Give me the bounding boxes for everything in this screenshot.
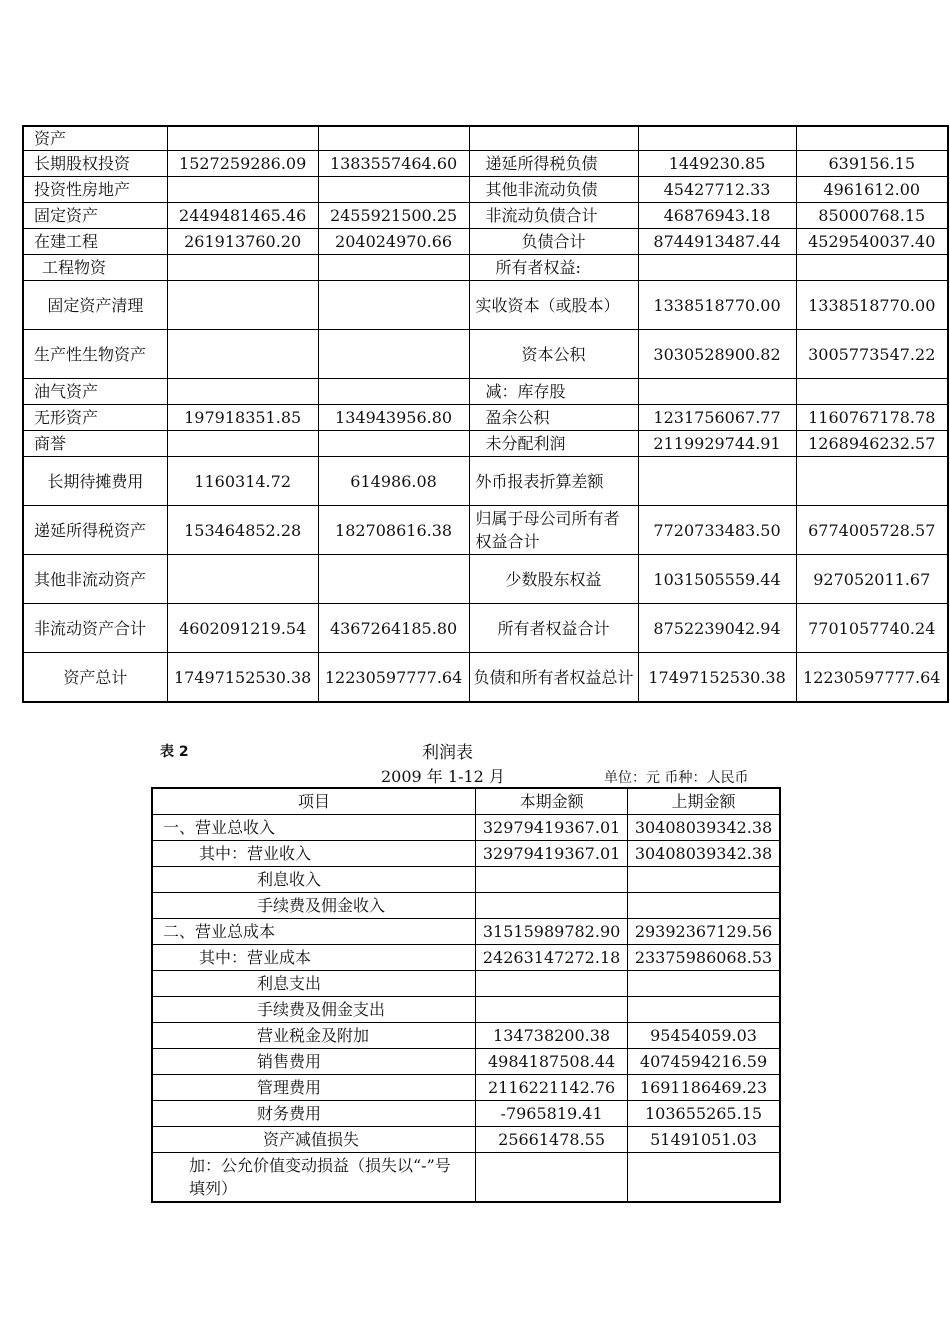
currency-unit: 单位：元 币种：人民币 (604, 770, 749, 786)
table-row: 其中：营业成本 24263147272.18 23375986068.53 (152, 945, 780, 971)
table-row: 其中：营业收入 32979419367.01 30408039342.38 (152, 841, 780, 867)
table-row (23, 126, 948, 151)
table-row: 生产性生物资产 资本公积 3030528900.82 3005773547.22 (23, 330, 948, 379)
table-row: 工程物资 所有者权益: (23, 255, 948, 281)
table-row: 管理费用 2116221142.76 1691186469.23 (152, 1075, 780, 1101)
table-label: 表 2 (160, 744, 189, 760)
table-row: 一、营业总收入 32979419367.01 30408039342.38 (152, 815, 780, 841)
section-label: 资产 (23, 126, 167, 151)
table-row: 固定资产 2449481465.46 2455921500.25 非流动负债合计 46876943.18 85000768.15 (23, 203, 948, 229)
table-row: 手续费及佣金支出 (152, 997, 780, 1023)
table-row: 利息收入 (152, 867, 780, 893)
table-row: 加：公允价值变动损益（损失以“-”号填列） (152, 1153, 780, 1203)
table-row: 在建工程 261913760.20 204024970.66 负债合计 8744913487.44 4529540037.40 (23, 229, 948, 255)
table-row: 二、营业总成本 31515989782.90 29392367129.56 (152, 919, 780, 945)
table-row: 长期股权投资 1527259286.09 1383557464.60 递延所得税负债 1449230.85 639156.15 (23, 151, 948, 177)
table-row: 财务费用 -7965819.41 103655265.15 (152, 1101, 780, 1127)
table-header-row: 项目 本期金额 上期金额 (152, 788, 780, 815)
table-row: 其他非流动资产 少数股东权益 1031505559.44 927052011.67 (23, 555, 948, 604)
income-statement-table (151, 787, 781, 1203)
table-row: 资产减值损失 25661478.55 51491051.03 (152, 1127, 780, 1153)
balance-sheet-table (22, 125, 949, 703)
income-statement-period: 2009 年 1-12 月 (381, 767, 505, 786)
table-row: 投资性房地产 其他非流动负债 45427712.33 4961612.00 (23, 177, 948, 203)
table-row: 油气资产 减：库存股 (23, 379, 948, 405)
income-statement-title: 利润表 (422, 743, 473, 763)
table-row: 无形资产 197918351.85 134943956.80 盈余公积 1231756067.77 1160767178.78 (23, 405, 948, 431)
table-row: 非流动资产合计 4602091219.54 4367264185.80 所有者权益合计 8752239042.94 7701057740.24 (23, 604, 948, 653)
table-row: 资产总计 17497152530.38 12230597777.64 负债和所有者权益总计 17497152530.38 12230597777.64 (23, 653, 948, 703)
table-row: 利息支出 (152, 971, 780, 997)
table-row: 固定资产清理 实收资本（或股本） 1338518770.00 1338518770.00 (23, 281, 948, 330)
table-row: 营业税金及附加 134738200.38 95454059.03 (152, 1023, 780, 1049)
table-row: 销售费用 4984187508.44 4074594216.59 (152, 1049, 780, 1075)
table-row: 商誉 未分配利润 2119929744.91 1268946232.57 (23, 431, 948, 457)
table-row: 长期待摊费用 1160314.72 614986.08 外币报表折算差额 (23, 457, 948, 506)
table-row: 手续费及佣金收入 (152, 893, 780, 919)
table-row: 递延所得税资产 153464852.28 182708616.38 归属于母公司所有者权益合计 7720733483.50 6774005728.57 (23, 506, 948, 555)
